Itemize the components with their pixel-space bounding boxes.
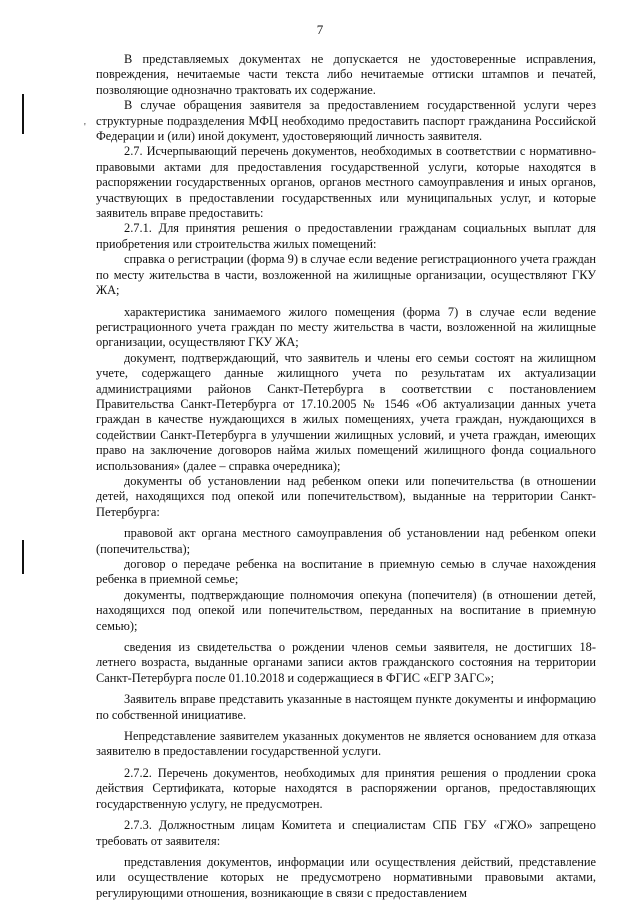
paragraph: 2.7.2. Перечень документов, необходимых для принятия решения о продлении срока действия Сертификата, которые находятся в распоряжении органов, предоставляющих государственную услугу, не предусмотрен. bbox=[96, 765, 596, 811]
paragraph: 2.7.1. Для принятия решения о предоставлении гражданам социальных выплат для приобретения или строительства жилых помещений: bbox=[96, 221, 596, 251]
margin-mark-left bbox=[22, 540, 24, 574]
paragraph: документы об установлении над ребенком опеки или попечительства (в отношении детей, находящихся под опекой или попечительством), выданные на территории Санкт-Петербурга: bbox=[96, 473, 596, 519]
paragraph: документ, подтверждающий, что заявитель и члены его семьи состоят на жилищном учете, содержащего данные жилищного учета по результатам их актуализации администрациями районов Санкт-Петербурга в соответствии с постановлением Правительства Санкт-Петербурга от 17.10.2005 № 1546 «Об актуализации данных учета граждан в качестве нуждающихся в жилых помещениях, учета граждан, нуждающихся в содействии Санкт-Петербурга в улучшении жилищных условий, и учета граждан, имеющих право на заключение договоров найма жилых помещений жилищного фонда социального использования» (далее – справка очередника); bbox=[96, 350, 596, 473]
paragraph: 2.7. Исчерпывающий перечень документов, необходимых в соответствии с нормативно-правовыми актами для предоставления государственной услуги, которые находятся в распоряжении государственных органов, органов местного самоуправления и иных органов, участвующих в предоставлении государственных или муниципальных услуг, и которые заявитель вправе предоставить: bbox=[96, 144, 596, 221]
paragraph: справка о регистрации (форма 9) в случае если ведение регистрационного учета граждан по месту жительства в части, возложенной на жилищные организации, осуществляют ГКУ ЖА; bbox=[96, 252, 596, 298]
paragraph: Заявитель вправе представить указанные в настоящем пункте документы и информацию по собственной инициативе. bbox=[96, 692, 596, 722]
paragraph: Непредставление заявителем указанных документов не является основанием для отказа заявителю в предоставлении государственной услуги. bbox=[96, 729, 596, 759]
document-body bbox=[96, 52, 596, 901]
paragraph: договор о передаче ребенка на воспитание в приемную семью в случае нахождения ребенка в приемной семье; bbox=[96, 557, 596, 587]
page-number: 7 bbox=[316, 22, 324, 37]
paragraph: правовой акт органа местного самоуправления об установлении над ребенком опеки (попечительства); bbox=[96, 526, 596, 556]
paragraph: 2.7.3. Должностным лицам Комитета и специалистам СПБ ГБУ «ГЖО» запрещено требовать от заявителя: bbox=[96, 818, 596, 848]
paragraph: В представляемых документах не допускается не удостоверенные исправления, повреждения, нечитаемые части текста либо нечитаемые оттиски штампов и печатей, позволяющие однозначно трактовать их содержание. bbox=[96, 52, 596, 97]
paragraph: характеристика занимаемого жилого помещения (форма 7) в случае если ведение регистрационного учета граждан по месту жительства в части, возложенной на жилищные организации, осуществляют ГКУ ЖА; bbox=[96, 304, 596, 350]
paragraph: представления документов, информации или осуществления действий, представление или осуществление которых не предусмотрено нормативными правовыми актами, регулирующими отношения, возникающие в связи с предоставлением bbox=[96, 854, 596, 900]
paragraph: В случае обращения заявителя за предоставлением государственной услуги через структурные подразделения МФЦ необходимо предоставить паспорт гражданина Российской Федерации и (или) иной документ, удостоверяющий личность заявителя. bbox=[96, 98, 596, 144]
paragraph: сведения из свидетельства о рождении членов семьи заявителя, не достигших 18-летнего возраста, выданные органами записи актов гражданского состояния на территории Санкт-Петербурга после 01.10.2018 и содержащиеся в ФГИС «ЕГР ЗАГС»; bbox=[96, 640, 596, 685]
margin-mark-left bbox=[22, 94, 24, 134]
margin-tick: ' bbox=[84, 122, 86, 133]
paragraph: документы, подтверждающие полномочия опекуна (попечителя) (в отношении детей, находящихся под опекой или попечительством, переданных на воспитание в приемную семью); bbox=[96, 587, 596, 633]
